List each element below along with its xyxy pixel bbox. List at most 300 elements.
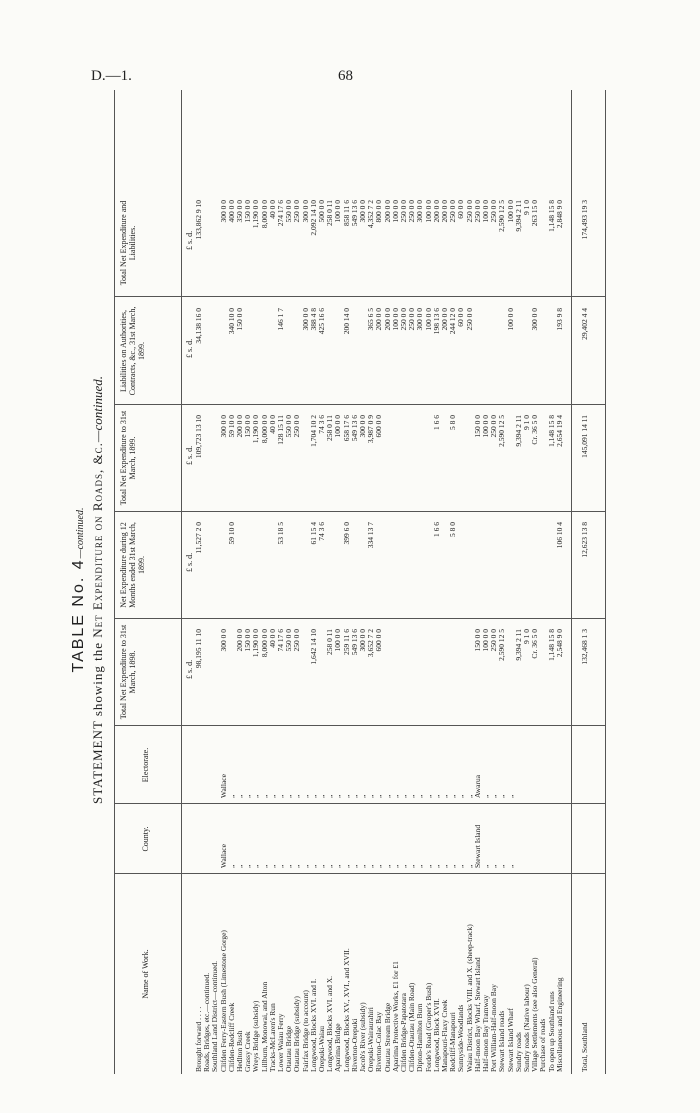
table-row [293, 90, 301, 1074]
electorate-cell: „ [382, 794, 392, 798]
electorate-cell: „ [333, 794, 343, 798]
column-header-county: County. [141, 826, 150, 852]
total-1898-cell: 300 0 0 [218, 629, 228, 652]
work-name: Stewart Island Wharf [505, 1007, 515, 1072]
electorate-cell: „ [464, 794, 474, 798]
total-1899-cell: 74 3 6 [317, 415, 326, 434]
total-liabilities-cell: 9,394 2 11 [513, 200, 523, 232]
work-name: Total, Southland [580, 1022, 589, 1072]
total-1898-cell: 250 0 0 [292, 629, 302, 652]
total-1898-cell: 200 0 0 [235, 629, 244, 652]
county-cell: „ [489, 864, 499, 868]
total-liabilities-cell: 60 0 0 [456, 200, 466, 219]
total-1898-cell: 1,148 15 8 [546, 629, 556, 661]
work-name: Longwood, Blocks XVI. and X. [325, 975, 335, 1072]
table-row [392, 90, 400, 1074]
electorate-cell: „ [226, 794, 236, 798]
total-1898-cell: 600 0 0 [374, 629, 384, 652]
column-header-electorate: Electorate. [141, 747, 150, 783]
liabilities-cell: 200 0 0 [440, 308, 449, 331]
net-1899-cell: 106 10 4 [554, 522, 564, 549]
table-row [343, 90, 351, 1074]
statement-table [114, 90, 606, 1074]
electorate-cell: „ [374, 794, 384, 798]
total-liabilities-cell: 100 0 0 [390, 200, 400, 223]
total-1898-cell: 150 0 0 [472, 629, 482, 652]
units-label: £ s. d. [185, 552, 194, 572]
total-liabilities-cell: 150 0 0 [243, 200, 253, 223]
total-liabilities-cell: 250 0 0 [464, 200, 474, 223]
electorate-cell: „ [235, 794, 244, 798]
electorate-cell: „ [317, 794, 326, 798]
total-1898-cell: 100 0 0 [481, 629, 490, 652]
table-row [236, 90, 244, 1074]
total-1898-cell: 259 11 6 [341, 629, 351, 655]
county-cell: „ [259, 864, 269, 868]
total-liabilities-cell: 100 0 0 [423, 200, 433, 223]
liabilities-cell: 198 13 6 [431, 308, 441, 335]
units-label: £ s. d. [185, 659, 194, 679]
total-1898-cell: 9 1 0 [522, 629, 531, 644]
total-1899-cell: 100 0 0 [333, 415, 343, 438]
county-cell: „ [235, 864, 244, 868]
total-liabilities-cell: 800 0 0 [374, 200, 384, 223]
total-liabilities-cell: 2,590 12 5 [497, 200, 507, 232]
total-1898-cell: 9,394 2 11 [513, 629, 523, 661]
county-cell: „ [308, 864, 318, 868]
table-row [384, 90, 392, 1074]
table-row [261, 90, 269, 1074]
total-liabilities-cell: 200 0 0 [431, 200, 441, 223]
table-row [203, 90, 211, 1074]
total-liabilities-cell: 500 0 0 [317, 200, 326, 223]
electorate-cell: „ [497, 794, 507, 798]
total-1899-cell: 8,000 0 0 [259, 415, 269, 444]
table-row [548, 90, 556, 1074]
county-cell: „ [481, 864, 490, 868]
county-cell: „ [505, 864, 515, 868]
county-cell: „ [456, 864, 466, 868]
county-cell: „ [382, 864, 392, 868]
total-1899-cell: Cr. 36 5 0 [530, 415, 540, 445]
total-1898-cell: 549 13 6 [349, 629, 359, 656]
table-row [539, 90, 547, 1074]
liabilities-cell: 340 10 0 [226, 308, 236, 335]
electorate-cell: „ [505, 794, 515, 798]
work-name: Hedlton Bush [235, 1030, 244, 1072]
work-name: Otautau Bridge [284, 1025, 294, 1072]
table-row [351, 90, 359, 1074]
work-name: Grassy Creek [243, 1031, 253, 1072]
total-liabilities-cell: 2,848 9 0 [554, 200, 564, 229]
column-header-liabilities: Liabilities on Authorities, Contracts, &c., 31st March, 1899. [119, 306, 146, 396]
electorate-cell: „ [423, 794, 433, 798]
total-liabilities-cell: 300 0 0 [358, 200, 367, 223]
electorate-cell: „ [415, 794, 425, 798]
work-name: Clifden Bridge-Papatotara [399, 993, 408, 1072]
electorate-cell: „ [300, 794, 310, 798]
total-1899-cell: 109,723 13 10 [194, 415, 203, 459]
net-1899-cell: 1 6 6 [431, 522, 441, 537]
work-name: Jacob's River (subsidy) [358, 1002, 367, 1072]
total-liabilities-cell: 300 0 0 [218, 200, 228, 223]
work-name: Brought forward . . . . [194, 1006, 203, 1072]
table-row [515, 90, 523, 1074]
liabilities-cell: 100 0 0 [423, 308, 433, 331]
work-name: Riverton-Orepuki [349, 1018, 359, 1072]
work-name: Lillburn, Monowai, and Alton [259, 981, 269, 1072]
total-1899-cell: 258 0 11 [325, 415, 335, 441]
table-row [195, 90, 203, 1074]
table-title: TABLE No. 4—continued. [70, 507, 87, 673]
work-name: Redcliff-Manapouri [448, 1012, 458, 1072]
work-name: Waiau District, Blocks VIII. and X. (sheep-track) [464, 924, 474, 1072]
work-name: Dipton-Hamilton Burn [415, 1003, 425, 1072]
work-name: Otautau Bridge (subsidy) [292, 996, 302, 1072]
county-cell: „ [366, 864, 376, 868]
total-1899-cell: 5 8 0 [448, 415, 458, 430]
table-row [228, 90, 236, 1074]
total-liabilities-cell: 550 0 0 [284, 200, 294, 223]
total-1899-cell: 600 0 0 [374, 415, 384, 438]
work-name: Sunnyside-Woodlands [456, 1004, 466, 1072]
liabilities-cell: 100 0 0 [390, 308, 400, 331]
electorate-cell: „ [243, 794, 253, 798]
electorate-cell: „ [440, 794, 449, 798]
net-1899-cell: 399 6 0 [341, 522, 351, 545]
table-row [482, 90, 490, 1074]
work-name: Riverton-Colac Bay [374, 1011, 384, 1072]
table-row [359, 90, 367, 1074]
total-1899-cell: 9,394 2 11 [513, 415, 523, 447]
work-name: Orepuki-Wairaurahiri [366, 1007, 376, 1072]
county-cell: „ [341, 864, 351, 868]
total-liabilities-cell: 250 0 0 [472, 200, 482, 223]
electorate-cell: „ [358, 794, 367, 798]
electorate-cell: Awarua [472, 774, 482, 798]
county-cell: „ [431, 864, 441, 868]
work-name: Clifden-Otautau (Main Road) [407, 982, 417, 1072]
table-row [474, 90, 482, 1074]
total-1899-cell: 59 10 0 [226, 415, 236, 438]
work-name: Otautau Stream Bridge [382, 1002, 392, 1072]
county-cell: „ [300, 864, 310, 868]
work-name: Longwood, Blocks XVI. and I. [308, 978, 318, 1072]
electorate-cell: „ [276, 794, 285, 798]
total-1899-cell: 1,190 0 0 [251, 415, 261, 444]
total-liabilities-cell: 858 11 6 [341, 200, 351, 226]
total-1898-cell: 2,590 12 5 [497, 629, 507, 661]
liabilities-cell: 193 9 8 [554, 308, 564, 331]
total-1898-cell: 1,642 14 10 [308, 629, 318, 665]
county-cell: „ [358, 864, 367, 868]
total-liabilities-cell: 250 0 0 [399, 200, 408, 223]
total-1899-cell: 9 1 0 [522, 415, 531, 430]
liabilities-cell: 200 14 0 [341, 308, 351, 335]
county-cell: „ [349, 864, 359, 868]
total-1899-cell: 145,091 14 11 [580, 415, 589, 458]
electorate-cell: „ [481, 794, 490, 798]
total-1898-cell: 98,195 11 10 [194, 629, 203, 669]
county-cell: „ [464, 864, 474, 868]
liabilities-cell: 34,138 16 0 [194, 308, 203, 344]
table-row [441, 90, 449, 1074]
total-1898-cell: 300 0 0 [358, 629, 367, 652]
table-row [433, 90, 441, 1074]
work-name: Aparima Protective Works, £1 for £1 [390, 961, 400, 1072]
work-name: Sundry roads [513, 1032, 523, 1072]
work-name: Orepuki-Waiau [317, 1025, 326, 1072]
total-1898-cell: 40 0 0 [267, 629, 277, 648]
header-rule [181, 90, 182, 1074]
county-cell: „ [399, 864, 408, 868]
liabilities-cell: 200 0 0 [374, 308, 384, 331]
work-name: Half-moon Bay Wharf, Stewart Island [472, 957, 482, 1072]
table-row [334, 90, 342, 1074]
total-liabilities-cell: 133,862 9 10 [194, 200, 203, 240]
county-cell: „ [317, 864, 326, 868]
total-1899-cell: 1,704 10 2 [308, 415, 318, 447]
total-1899-cell: 250 0 0 [489, 415, 499, 438]
net-1899-cell: 59 10 0 [226, 522, 236, 545]
electorate-cell: „ [259, 794, 269, 798]
work-name: Southland Land District—continued. [210, 960, 220, 1072]
table-row [244, 90, 252, 1074]
rotated-table-page [70, 90, 630, 1090]
liabilities-cell: 425 16 6 [317, 308, 326, 335]
county-cell: „ [390, 864, 400, 868]
table-row [269, 90, 277, 1074]
liabilities-cell: 150 0 0 [235, 308, 244, 331]
electorate-cell: „ [325, 794, 335, 798]
total-1899-cell: 100 0 0 [481, 415, 490, 438]
table-row [285, 90, 293, 1074]
total-1899-cell: 128 15 11 [276, 415, 285, 445]
county-cell: „ [497, 864, 507, 868]
electorate-cell: „ [267, 794, 277, 798]
electorate-cell: „ [390, 794, 400, 798]
table-row [277, 90, 285, 1074]
county-cell: Wallace [218, 844, 228, 868]
table-row [490, 90, 498, 1074]
total-1899-cell: 549 13 6 [349, 415, 359, 442]
table-row [498, 90, 506, 1074]
total-1898-cell: 2,548 9 0 [554, 629, 564, 658]
total-1898-cell: 100 0 0 [333, 629, 343, 652]
electorate-cell: „ [251, 794, 261, 798]
work-name: Clifden Ferry-Eastern Bush (Limestone Gorge) [218, 930, 228, 1072]
total-liabilities-cell: 4,352 7 2 [366, 200, 376, 229]
work-name: To open up Southland runs [546, 991, 556, 1072]
work-name: Forde's Road (Groper's Bush) [423, 982, 433, 1072]
table-row [211, 90, 219, 1074]
county-cell: „ [226, 864, 236, 868]
table-row [302, 90, 310, 1074]
county-cell: „ [276, 864, 285, 868]
total-1899-cell: 1,148 15 8 [546, 415, 556, 447]
county-cell: „ [423, 864, 433, 868]
total-liabilities-cell: 1,190 0 0 [251, 200, 261, 229]
liabilities-cell: 146 1 7 [276, 308, 285, 331]
liabilities-cell: 244 12 0 [448, 308, 458, 335]
total-1899-cell: 2,590 12 5 [497, 415, 507, 447]
total-1898-cell: 150 0 0 [243, 629, 253, 652]
total-liabilities-cell: 2,092 14 10 [308, 200, 318, 236]
total-1898-cell: 250 0 0 [489, 629, 499, 652]
liabilities-cell: 200 0 0 [382, 308, 392, 331]
liabilities-cell: 365 6 5 [366, 308, 376, 331]
electorate-cell: Wallace [218, 774, 228, 798]
table-subtitle: STATEMENT showing the Net Expenditure on Roads, &c.—continued. [90, 376, 105, 804]
table-row [310, 90, 318, 1074]
liabilities-cell: 250 0 0 [399, 308, 408, 331]
work-name: Stewart Island roads [497, 1010, 507, 1072]
units-label: £ s. d. [185, 445, 194, 465]
electorate-cell: „ [366, 794, 376, 798]
net-1899-cell: 11,527 2 0 [194, 522, 203, 554]
table-row [556, 90, 564, 1074]
total-1898-cell: 132,468 1 3 [580, 629, 589, 665]
column-header-total-1899: Total Net Expenditure to 31st March, 1899. [119, 410, 137, 506]
electorate-cell: „ [431, 794, 441, 798]
liabilities-cell: 388 4 8 [308, 308, 318, 331]
electorate-cell: „ [407, 794, 417, 798]
table-row [326, 90, 334, 1074]
total-1899-cell: 150 0 0 [243, 415, 253, 438]
total-liabilities-cell: 274 17 6 [276, 200, 285, 227]
table-row [507, 90, 515, 1074]
total-liabilities-cell: 100 0 0 [333, 200, 343, 223]
total-liabilities-cell: 100 0 0 [505, 200, 515, 223]
net-1899-cell: 61 15 4 [308, 522, 318, 545]
work-name: Port William-Half-moon Bay [489, 984, 499, 1072]
total-liabilities-cell: 200 0 0 [382, 200, 392, 223]
table-row [318, 90, 326, 1074]
total-liabilities-cell: 250 0 0 [489, 200, 499, 223]
total-1899-cell: 200 0 0 [235, 415, 244, 438]
total-1898-cell: 550 0 0 [284, 629, 294, 652]
work-name: Sundry roads (Native labour) [522, 984, 531, 1072]
work-name: Longwood, Block XVII. [431, 998, 441, 1072]
county-cell: „ [251, 864, 261, 868]
county-cell: „ [440, 864, 449, 868]
work-name: Manapouri-Flaxy Creek [440, 999, 449, 1072]
work-name: Purchase of roads [538, 1018, 548, 1072]
electorate-cell: „ [489, 794, 499, 798]
total-1898-cell: 8,000 0 0 [259, 629, 269, 658]
county-cell: „ [407, 864, 417, 868]
total-1899-cell: 40 0 0 [267, 415, 277, 434]
electorate-cell: „ [284, 794, 294, 798]
table-row [375, 90, 383, 1074]
net-1899-cell: 5 8 0 [448, 522, 458, 537]
total-liabilities-cell: 250 0 0 [407, 200, 417, 223]
county-cell: „ [292, 864, 302, 868]
total-liabilities-cell: 100 0 0 [481, 200, 490, 223]
electorate-cell: „ [349, 794, 359, 798]
table-row [425, 90, 433, 1074]
table-row [523, 90, 531, 1074]
total-1899-cell: 250 0 0 [292, 415, 302, 438]
table-row [416, 90, 424, 1074]
total-1899-cell: 300 0 0 [358, 415, 367, 438]
county-cell: „ [448, 864, 458, 868]
county-cell: „ [415, 864, 425, 868]
table-row [449, 90, 457, 1074]
total-liabilities-cell: 300 0 0 [415, 200, 425, 223]
total-liabilities-cell: 250 0 0 [292, 200, 302, 223]
page-number: 68 [338, 68, 353, 84]
net-1899-cell: 334 13 7 [366, 522, 376, 549]
total-1898-cell: 258 0 11 [325, 629, 335, 655]
total-liabilities-cell: 549 13 6 [349, 200, 359, 227]
column-header-name: Name of Work. [141, 949, 150, 999]
total-liabilities-cell: 200 0 0 [440, 200, 449, 223]
table-row [367, 90, 375, 1074]
county-cell: „ [284, 864, 294, 868]
electorate-cell: „ [448, 794, 458, 798]
county-cell: „ [243, 864, 253, 868]
total-1899-cell: 658 17 6 [341, 415, 351, 442]
work-name: Clifden-Redcliff Creek [226, 1002, 236, 1072]
total-liabilities-cell: 9 1 0 [522, 200, 531, 215]
table-row [252, 90, 260, 1074]
county-cell: „ [325, 864, 335, 868]
liabilities-cell: 300 0 0 [415, 308, 425, 331]
net-1899-cell: 74 3 6 [317, 522, 326, 541]
liabilities-cell: 300 0 0 [530, 308, 540, 331]
electorate-cell: „ [456, 794, 466, 798]
total-1898-cell: Cr. 36 5 0 [530, 629, 540, 659]
table-row [466, 90, 474, 1074]
liabilities-cell: 300 0 0 [300, 308, 310, 331]
electorate-cell: „ [292, 794, 302, 798]
work-name: Lower Waiau Ferry [276, 1013, 285, 1072]
liabilities-cell: 60 0 0 [456, 308, 466, 327]
column-header-net-1899: Net Expenditure during 12 Months ended 31st March, 1899. [119, 522, 146, 608]
table-row [220, 90, 228, 1074]
total-1899-cell: 550 0 0 [284, 415, 294, 438]
column-header-total-liabilities: Total Net Expenditure and Liabilities. [119, 200, 137, 286]
county-cell: „ [374, 864, 384, 868]
total-liabilities-cell: 400 0 0 [226, 200, 236, 223]
total-1899-cell: 2,654 19 4 [554, 415, 564, 447]
table-row [581, 90, 589, 1074]
county-cell: „ [267, 864, 277, 868]
liabilities-cell: 250 0 0 [407, 308, 417, 331]
total-liabilities-cell: 258 0 11 [325, 200, 335, 226]
work-name: Wreys Bridge (subsidy) [251, 1000, 261, 1072]
total-liabilities-cell: 263 15 0 [530, 200, 540, 227]
units-label: £ s. d. [185, 338, 194, 358]
total-1898-cell: 74 17 6 [276, 629, 285, 652]
document-code: D.—1. [91, 68, 132, 84]
total-rule [571, 90, 572, 1074]
work-name: Roads, Bridges, etc.—continued. [202, 972, 212, 1072]
total-liabilities-cell: 40 0 0 [267, 200, 277, 219]
total-1899-cell: 3,987 0 9 [366, 415, 376, 444]
total-liabilities-cell: 8,000 0 0 [259, 200, 269, 229]
liabilities-cell: 29,402 4 4 [580, 308, 589, 340]
electorate-cell: „ [399, 794, 408, 798]
work-name: Aparima Bridge [333, 1023, 343, 1072]
total-1898-cell: 3,652 7 2 [366, 629, 376, 658]
total-liabilities-cell: 174,493 19 3 [580, 200, 589, 240]
total-1899-cell: 150 0 0 [472, 415, 482, 438]
net-1899-cell: 12,623 13 8 [580, 522, 589, 558]
table-row [408, 90, 416, 1074]
net-1899-cell: 53 18 5 [276, 522, 285, 545]
